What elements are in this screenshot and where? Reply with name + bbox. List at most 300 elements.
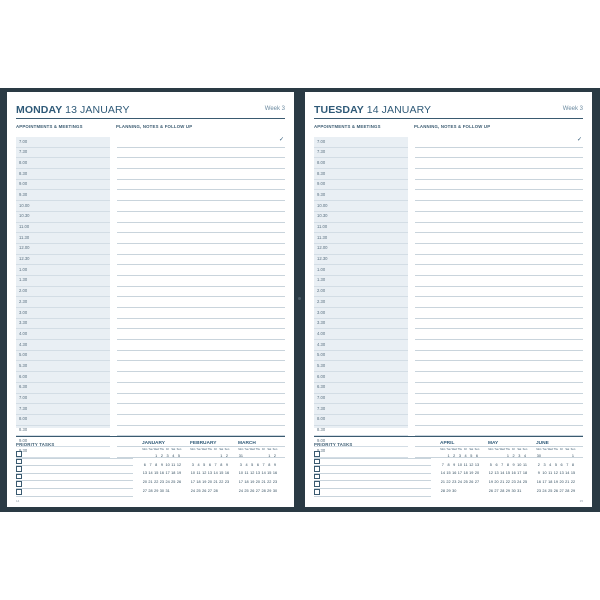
time-label: 7.00 [19, 395, 28, 400]
notes-line[interactable] [117, 265, 285, 276]
diary-page-right [305, 92, 592, 507]
time-slot[interactable] [16, 319, 110, 330]
time-slot[interactable] [16, 351, 110, 362]
calendar-day: 9 [537, 471, 540, 476]
calendar-day: 21 [213, 480, 218, 485]
notes-line[interactable] [415, 265, 583, 276]
weekday-label: Sun [570, 448, 576, 451]
task-checkbox[interactable] [314, 451, 320, 457]
weekday-label: Wed [201, 448, 207, 451]
notes-line[interactable] [415, 415, 583, 426]
calendar-month: JANUARY [142, 441, 166, 446]
calendar-day: 4 [172, 454, 175, 458]
notes-line[interactable] [415, 190, 583, 201]
time-slot[interactable] [16, 212, 110, 223]
calendar-day: 13 [494, 471, 499, 476]
notes-line[interactable] [415, 223, 583, 234]
calendar-day: 28 [500, 488, 505, 493]
notes-line[interactable] [415, 404, 583, 415]
time-label: 5.00 [317, 352, 326, 358]
calendar-day: 23 [452, 480, 457, 485]
calendar-week [190, 454, 230, 463]
time-label: 5.30 [19, 362, 28, 368]
calendar-day: 12 [202, 471, 207, 476]
calendar-day [522, 489, 528, 498]
calendar-day: 4 [549, 462, 552, 467]
calendar-day: 10 [190, 471, 195, 476]
calendar-week [142, 454, 182, 463]
calendar-day: 26 [488, 488, 493, 493]
calendar-day: 22 [505, 480, 511, 485]
time-label: 4.30 [19, 341, 28, 347]
time-slot[interactable] [314, 223, 408, 234]
time-slot[interactable] [16, 415, 110, 426]
mini-calendar [190, 441, 230, 497]
calendar-day: 31 [238, 454, 243, 458]
weekday-label: Mon [536, 448, 542, 451]
calendar-day: 24 [542, 488, 547, 493]
calendar-day: 23 [224, 480, 230, 485]
calendar-day: 3 [518, 454, 521, 458]
checkmark-icon: ✓ [576, 137, 582, 143]
weekday-label: Sat [517, 448, 522, 451]
calendar-day: 11 [522, 462, 527, 467]
calendar-day: 23 [272, 480, 278, 485]
calendar-week [190, 480, 230, 489]
calendar-week [440, 463, 480, 472]
calendar-day: 5 [470, 454, 473, 458]
time-slot[interactable] [314, 319, 408, 330]
time-slot[interactable] [16, 361, 110, 372]
weekday-label: Wed [153, 448, 159, 451]
time-label: 12.30 [19, 256, 30, 262]
time-slot[interactable] [314, 351, 408, 362]
time-slot[interactable] [314, 276, 408, 287]
calendar-day: 18 [522, 471, 528, 476]
calendar-day: 28 [565, 488, 570, 493]
calendar-day: 14 [261, 471, 266, 476]
notes-line[interactable] [117, 415, 285, 426]
notes-line[interactable] [415, 372, 583, 383]
time-label: 7.30 [19, 405, 28, 411]
calendar-day: 24 [517, 480, 522, 485]
time-label: 9.30 [19, 191, 28, 197]
calendar-day: 30 [452, 488, 457, 493]
calendar-week [142, 489, 182, 498]
notes-line[interactable] [117, 233, 285, 244]
time-slot[interactable] [314, 190, 408, 201]
notes-line[interactable] [415, 319, 583, 330]
notes-line[interactable] [117, 361, 285, 372]
time-slot[interactable] [16, 233, 110, 244]
notes-line[interactable] [117, 404, 285, 415]
priority-task-row[interactable] [16, 488, 133, 497]
time-slot[interactable] [314, 287, 408, 298]
time-slot[interactable] [314, 361, 408, 372]
weekday-label: Mon [488, 448, 494, 451]
time-slot[interactable] [314, 404, 408, 415]
task-checkbox[interactable] [16, 459, 22, 465]
task-checkbox[interactable] [314, 489, 320, 495]
page-footer [16, 436, 285, 497]
time-slot[interactable] [314, 201, 408, 212]
calendar-day: 11 [171, 462, 176, 467]
day-name: TUESDAY [314, 104, 364, 116]
calendar-day: 8 [447, 462, 450, 467]
time-slot[interactable] [16, 190, 110, 201]
notes-line[interactable] [415, 394, 583, 405]
time-slot[interactable] [16, 255, 110, 266]
notes-line[interactable] [415, 244, 583, 255]
diary-page-left [7, 92, 294, 507]
task-checkbox[interactable] [314, 481, 320, 487]
calendar-day: 28 [440, 488, 445, 493]
time-slot[interactable] [16, 276, 110, 287]
weekday-label: Thu [207, 448, 213, 451]
calendar-day: 27 [142, 488, 147, 493]
time-slot[interactable] [16, 394, 110, 405]
calendar-day: 23 [511, 480, 516, 485]
time-slot[interactable] [314, 169, 408, 180]
notes-line[interactable] [117, 426, 285, 437]
time-slot[interactable] [16, 308, 110, 319]
time-slot[interactable] [16, 244, 110, 255]
calendar-day: 3 [166, 454, 169, 458]
weekday-label: Tue [148, 448, 153, 451]
time-slot[interactable] [16, 404, 110, 415]
time-label: 11.30 [317, 234, 328, 240]
calendar-day: 9 [160, 462, 163, 467]
calendar-day: 21 [500, 480, 505, 485]
calendar-day: 19 [176, 471, 182, 476]
calendar-day: 16 [511, 471, 516, 476]
calendar-day: 9 [453, 462, 456, 467]
notes-line[interactable] [415, 148, 583, 159]
notes-line[interactable] [415, 351, 583, 362]
weekday-label: Thu [457, 448, 463, 451]
day-header [314, 104, 583, 119]
time-slot[interactable] [16, 383, 110, 394]
calendar-day: 6 [208, 462, 211, 467]
time-label: 2.00 [19, 288, 28, 294]
time-label: 8.30 [19, 170, 28, 176]
time-slot[interactable] [314, 415, 408, 426]
calendar-week [488, 463, 528, 472]
calendar-day: 8 [155, 462, 158, 467]
time-label: 8.30 [317, 427, 326, 433]
weekday-label: Sat [469, 448, 474, 451]
notes-line[interactable] [415, 158, 583, 169]
calendar-day: 27 [255, 488, 261, 493]
notes-line[interactable] [117, 383, 285, 394]
calendar-day: 12 [250, 471, 255, 476]
time-slot[interactable] [16, 180, 110, 191]
calendar-day: 31 [165, 488, 170, 493]
task-checkbox[interactable] [314, 459, 320, 465]
section-headings [314, 124, 583, 134]
notes-line[interactable] [415, 297, 583, 308]
calendar-day: 3 [191, 462, 194, 467]
notes-line[interactable] [117, 255, 285, 266]
time-slot[interactable] [314, 265, 408, 276]
calendar-day: 9 [512, 462, 515, 467]
calendar-day: 16 [224, 471, 230, 476]
notes-line[interactable] [117, 137, 285, 148]
calendar-day: 2 [512, 454, 515, 458]
time-slot[interactable] [314, 394, 408, 405]
task-checkbox[interactable] [314, 474, 320, 480]
notes-line[interactable] [415, 287, 583, 298]
calendar-day: 26 [469, 480, 474, 485]
calendar-day: 2 [273, 454, 277, 458]
notes-line[interactable] [415, 361, 583, 372]
notes-line[interactable] [117, 180, 285, 191]
calendar-week [190, 471, 230, 480]
time-label: 7.30 [317, 405, 326, 411]
calendar-week [142, 480, 182, 489]
notes-line[interactable] [117, 297, 285, 308]
mini-calendar [536, 441, 576, 497]
calendar-day: 23 [159, 480, 165, 485]
time-slot[interactable] [314, 158, 408, 169]
calendar-month: JUNE [536, 441, 549, 446]
notes-line[interactable] [117, 319, 285, 330]
weekday-label: Sat [267, 448, 272, 451]
notes-line[interactable] [415, 169, 583, 180]
weekday-label: Thu [505, 448, 511, 451]
task-checkbox[interactable] [16, 451, 22, 457]
time-slot[interactable] [16, 372, 110, 383]
time-slot[interactable] [16, 137, 110, 148]
calendar-day: 27 [494, 488, 499, 493]
notes-line[interactable] [415, 340, 583, 351]
time-slot[interactable] [16, 287, 110, 298]
calendar-day: 4 [197, 462, 200, 467]
priority-tasks-heading: PRIORITY TASKS [314, 442, 353, 447]
task-checkbox[interactable] [314, 466, 320, 472]
calendar-day: 13 [255, 471, 261, 476]
time-slot[interactable] [16, 329, 110, 340]
calendar-week [440, 489, 480, 498]
time-slot[interactable] [314, 212, 408, 223]
calendar-week [488, 471, 528, 480]
notes-line[interactable] [415, 212, 583, 223]
time-label: 7.00 [317, 138, 326, 144]
time-slot[interactable] [314, 340, 408, 351]
weekday-label: Sun [474, 448, 480, 451]
time-slot[interactable] [314, 297, 408, 308]
notes-line[interactable] [117, 169, 285, 180]
calendar-week [440, 471, 480, 480]
weekday-label: Wed [249, 448, 255, 451]
task-checkbox[interactable] [16, 466, 22, 472]
priority-task-row[interactable] [314, 488, 431, 497]
calendar-day: 22 [570, 480, 576, 485]
time-label: 12.30 [317, 256, 328, 262]
time-label: 8.00 [19, 416, 28, 422]
calendar-day: 10 [238, 471, 243, 476]
weekday-label: Sun [224, 448, 230, 451]
notes-line[interactable] [415, 137, 583, 148]
planning-heading: PLANNING, NOTES & FOLLOW UP [414, 124, 491, 129]
time-slot[interactable] [314, 148, 408, 159]
calendar-week [440, 480, 480, 489]
time-slot[interactable] [314, 308, 408, 319]
calendar-day: 17 [165, 471, 170, 476]
time-label: 3.30 [317, 320, 326, 326]
calendar-day: 20 [494, 480, 499, 485]
time-slot[interactable] [314, 233, 408, 244]
calendar-day: 18 [171, 471, 176, 476]
calendar-day: 7 [441, 462, 444, 467]
calendar-day: 20 [142, 480, 147, 485]
mini-calendar [238, 441, 278, 497]
notes-line[interactable] [117, 287, 285, 298]
time-label: 3.00 [317, 309, 326, 315]
calendar-day: 6 [143, 462, 146, 467]
calendar-day: 31 [517, 488, 522, 493]
time-label: 8.00 [317, 159, 326, 165]
calendar-day: 15 [570, 471, 576, 476]
time-slot[interactable] [16, 158, 110, 169]
time-label: 8.00 [317, 416, 326, 422]
time-label: 6.00 [317, 373, 326, 379]
time-slot[interactable] [314, 180, 408, 191]
notes-line[interactable] [415, 426, 583, 437]
time-slot[interactable] [16, 426, 110, 437]
notes-line[interactable] [415, 276, 583, 287]
calendar-day: 11 [196, 471, 201, 476]
time-slot[interactable] [314, 244, 408, 255]
calendar-day: 16 [159, 471, 165, 476]
page-footer [314, 436, 583, 497]
notes-line[interactable] [415, 383, 583, 394]
calendar-day: 20 [559, 480, 564, 485]
time-slot[interactable] [16, 340, 110, 351]
weekday-label: Tue [244, 448, 249, 451]
time-slot[interactable] [16, 265, 110, 276]
calendar-day: 29 [570, 488, 576, 493]
notes-line[interactable] [117, 329, 285, 340]
calendar-day: 12 [488, 471, 493, 476]
time-label: 9.00 [19, 437, 28, 443]
time-slot[interactable] [314, 372, 408, 383]
time-label: 8.00 [19, 159, 28, 165]
calendar-day: 26 [202, 488, 207, 493]
notes-line[interactable] [117, 212, 285, 223]
calendar-week [142, 471, 182, 480]
day-date: 14 JANUARY [366, 104, 432, 116]
time-label: 7.30 [19, 149, 28, 155]
time-slot[interactable] [16, 169, 110, 180]
calendar-week [440, 454, 480, 463]
time-slot[interactable] [314, 255, 408, 266]
weekday-label: Sun [272, 448, 278, 451]
calendar-day: 29 [446, 488, 451, 493]
notes-line[interactable] [117, 276, 285, 287]
calendar-week [488, 480, 528, 489]
notes-line[interactable] [117, 201, 285, 212]
weekday-label: Mon [142, 448, 148, 451]
task-checkbox[interactable] [16, 481, 22, 487]
time-label: 10.30 [19, 213, 30, 219]
page-number: 15 [579, 499, 583, 503]
weekday-label: Fri [512, 448, 516, 451]
time-label: 1.00 [19, 266, 28, 272]
task-checkbox[interactable] [16, 489, 22, 495]
notes-line[interactable] [117, 351, 285, 362]
notes-line[interactable] [117, 394, 285, 405]
time-slot[interactable] [314, 383, 408, 394]
weekday-label: Wed [547, 448, 553, 451]
time-slot[interactable] [16, 201, 110, 212]
notes-line[interactable] [117, 244, 285, 255]
time-slot[interactable] [16, 297, 110, 308]
time-slot[interactable] [16, 148, 110, 159]
calendar-day: 30 [159, 488, 165, 493]
calendar-day: 23 [536, 488, 541, 493]
calendar-day: 1 [447, 454, 450, 458]
calendar-day: 24 [238, 488, 243, 493]
section-headings [16, 124, 285, 134]
notes-line[interactable] [415, 255, 583, 266]
notes-line[interactable] [117, 190, 285, 201]
calendar-day: 5 [203, 462, 206, 467]
calendar-day: 21 [261, 480, 266, 485]
weekday-label: Mon [440, 448, 446, 451]
task-checkbox[interactable] [16, 474, 22, 480]
week-label: Week 3 [264, 106, 285, 112]
time-label: 5.30 [317, 362, 326, 368]
time-slot[interactable] [314, 426, 408, 437]
notes-line[interactable] [415, 308, 583, 319]
calendar-day: 30 [511, 488, 516, 493]
calendar-day: 11 [244, 471, 249, 476]
time-slot[interactable] [16, 223, 110, 234]
weekday-label: Mon [190, 448, 196, 451]
notes-line[interactable] [117, 158, 285, 169]
calendar-week [190, 463, 230, 472]
notes-line[interactable] [117, 148, 285, 159]
time-slot[interactable] [314, 329, 408, 340]
weekday-label: Tue [196, 448, 201, 451]
calendar-day: 29 [505, 488, 511, 493]
calendar-day: 25 [522, 480, 528, 485]
spine-marker [298, 297, 301, 300]
calendar-day: 14 [565, 471, 570, 476]
calendar-day: 8 [220, 462, 223, 467]
calendar-day: 22 [267, 480, 272, 485]
calendar-day: 14 [148, 471, 153, 476]
calendar-day: 22 [446, 480, 451, 485]
notes-line[interactable] [415, 233, 583, 244]
calendar-day: 19 [488, 480, 493, 485]
notes-line[interactable] [117, 223, 285, 234]
notes-line[interactable] [415, 180, 583, 191]
time-label: 1.30 [19, 277, 28, 283]
calendar-day: 13 [474, 462, 480, 467]
notes-line[interactable] [415, 201, 583, 212]
notes-line[interactable] [117, 372, 285, 383]
notes-line[interactable] [117, 340, 285, 351]
calendar-day: 26 [250, 488, 255, 493]
notes-line[interactable] [415, 329, 583, 340]
page-content [314, 104, 583, 497]
calendar-week [238, 454, 278, 463]
calendar-day: 10 [457, 462, 463, 467]
time-slot[interactable] [314, 137, 408, 148]
notes-line[interactable] [117, 308, 285, 319]
